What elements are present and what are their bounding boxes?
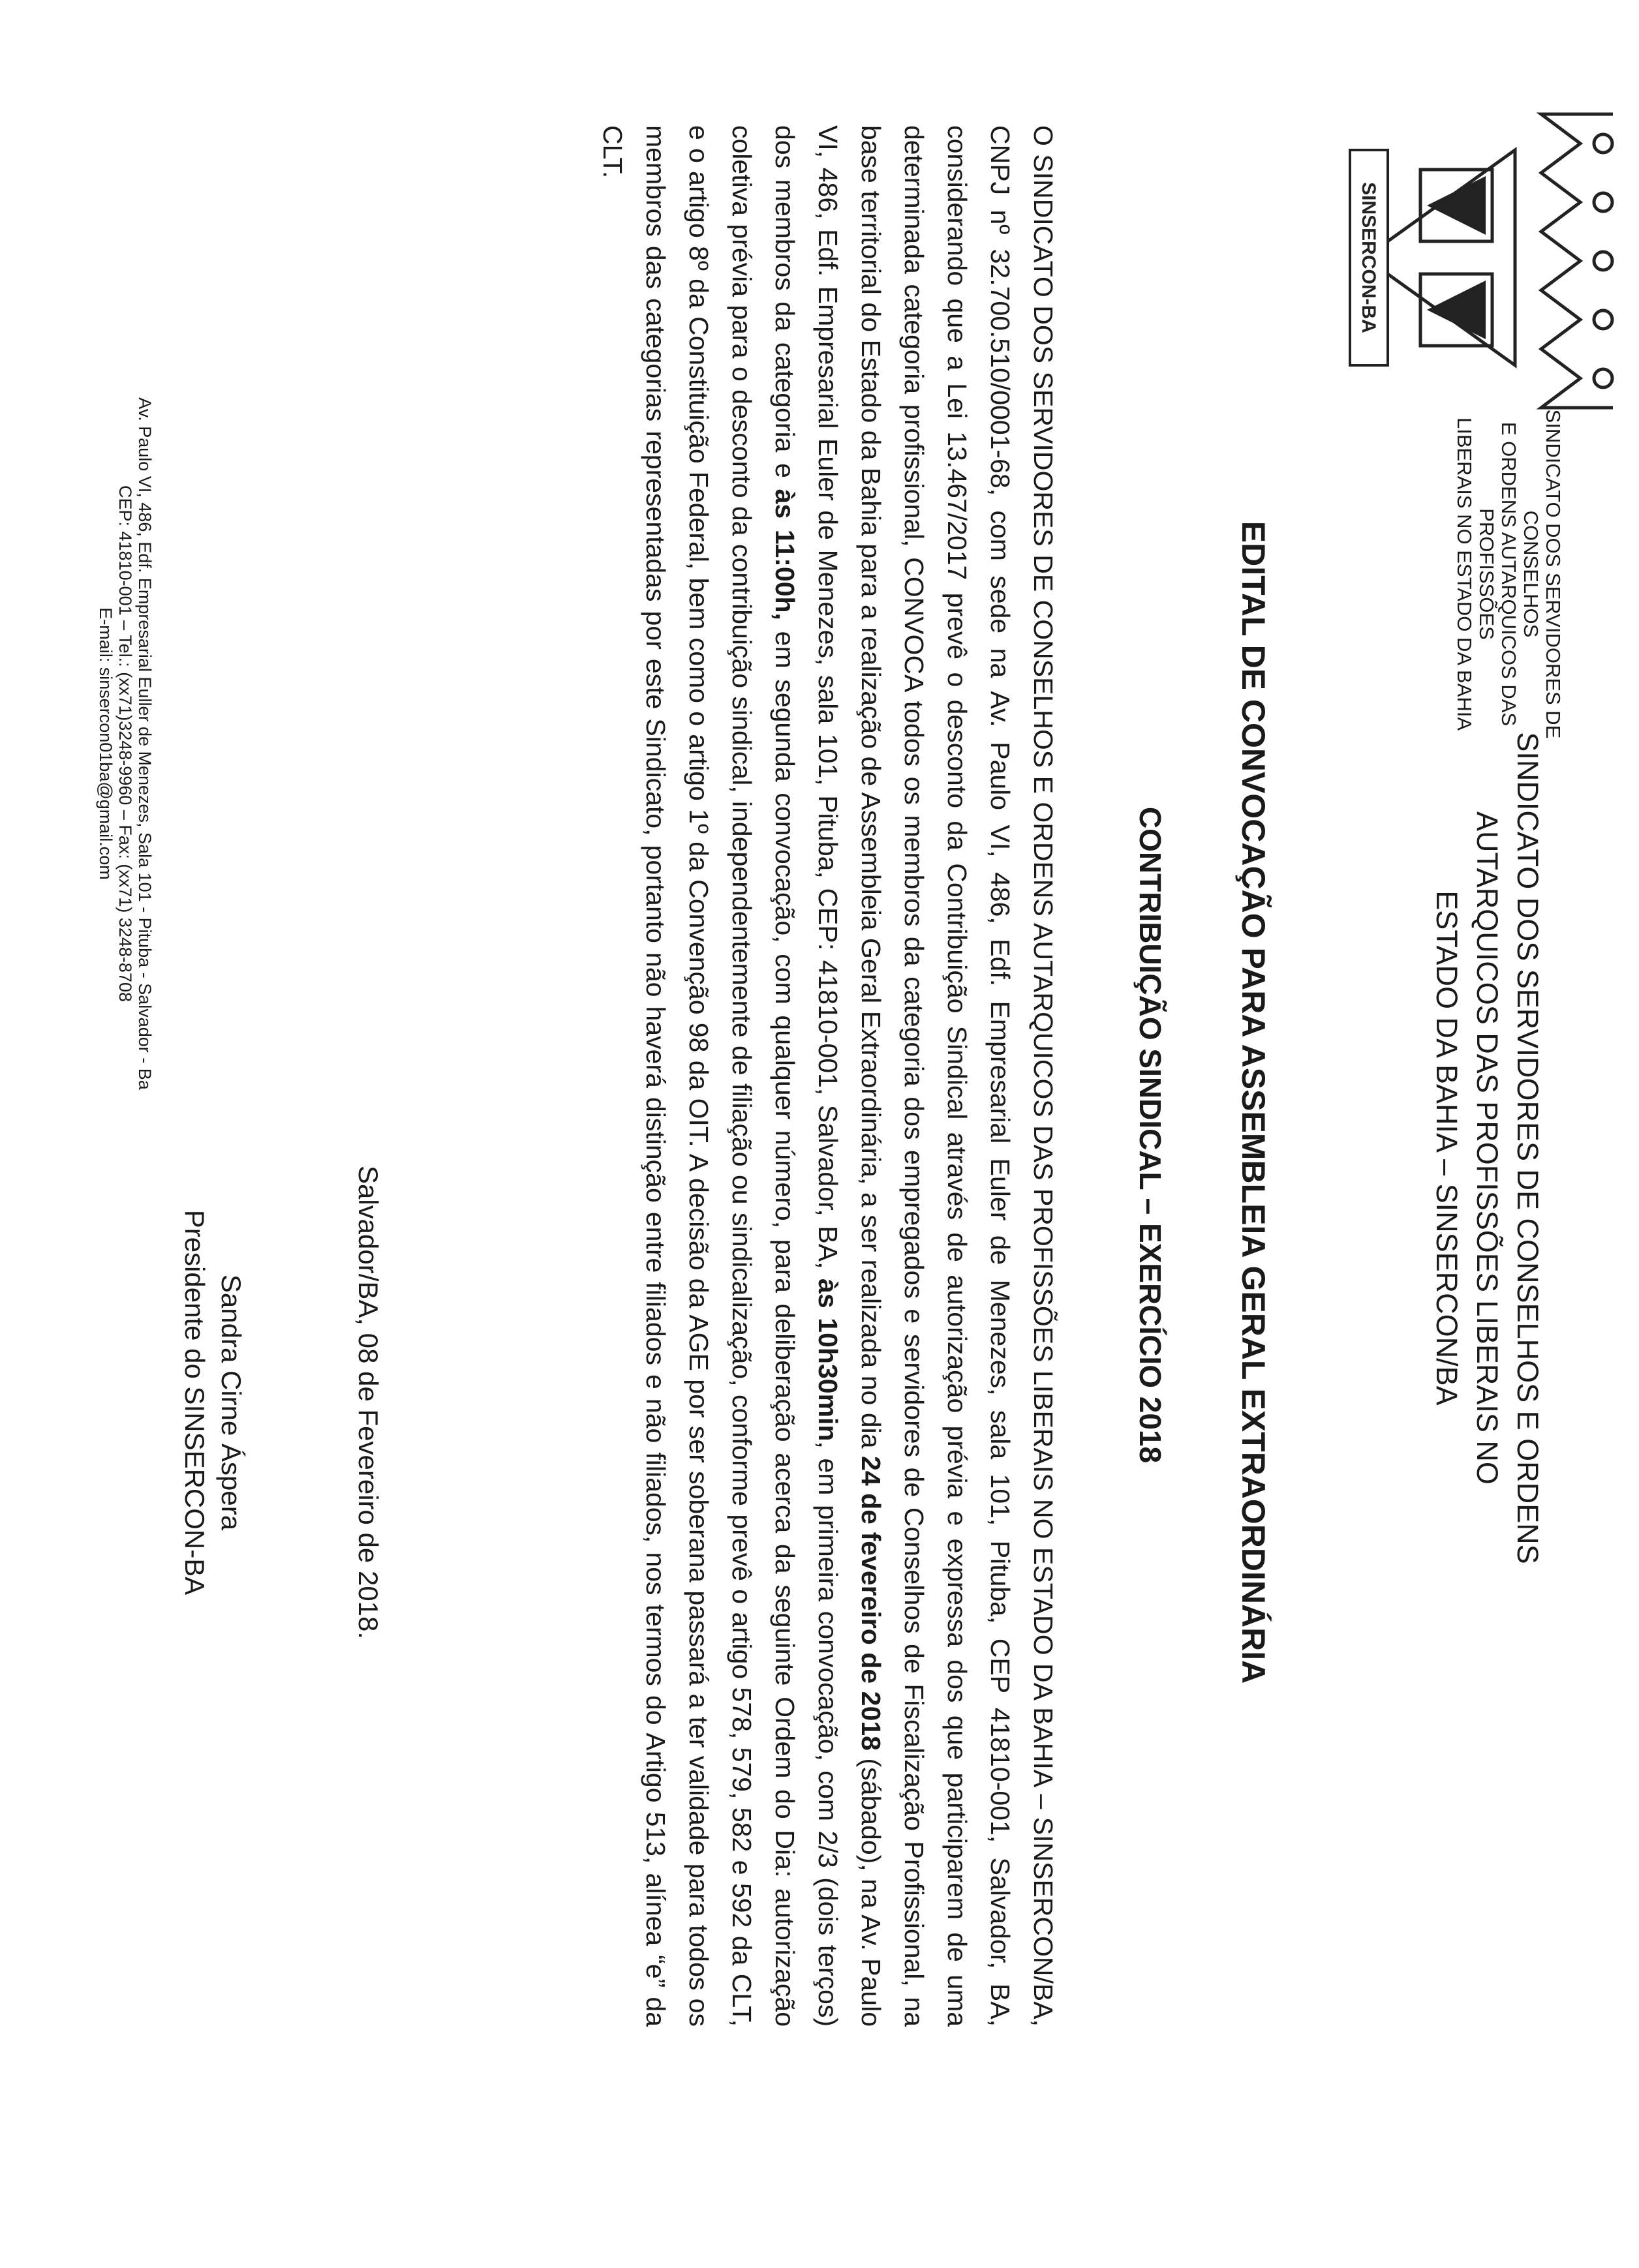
footer-line: E-mail: sinsercon01ba@gmail.com [96, 607, 115, 880]
logo-badge-text: SINSERCON-BA [1358, 182, 1379, 333]
header-line: ESTADO DA BAHIA – SINSERCON/BA [1430, 890, 1463, 1406]
logo-caption-line: LIBERAIS NO ESTADO DA BAHIA [1453, 417, 1476, 731]
body-text: em segunda convocação, com qualquer número, para deliberação acerca da seguinte Ordem do Dia: autorização coletiva prévia para o desconto da contribuição sindical, independentemente de filiação ou sindicalização, conforme prevê o artigo 578, 579, 582 e 592 da CLT, e o artigo 8º da Constituição Federal, bem como o artigo 1º da Convenção 98 da OIT. A decisão da AGE por ser soberana passará a ter validade para todos os membros das categorias representadas por este Sindicato, portanto não haverá distinção entre filiados e não filiados, nos termos do Artigo 513, alínea “e” da CLT. [598, 125, 800, 2027]
signatory-role: Presidente do SINSERCON-BA [179, 1209, 210, 1595]
footer-line: CEP: 41810-001 – Tel.: (xx71)3248-9960 – Fax: (xx71) 3248-8708 [115, 485, 135, 1002]
footer-address [96, 124, 155, 1363]
logo-caption-line: E ORDENS AUTARQUICOS DAS PROFISSÕES [1475, 421, 1520, 727]
body-text: O SINDICATO DOS SERVIDORES DE CONSELHOS E ORDENS AUTARQUICOS DAS PROFISSÕES LIBERAIS NO ESTADO DA BAHIA – SINSERCON/BA, CNPJ nº 32.700.510/0001-68, com sede na Av. Paulo VI, 486, Edf. Empresarial Euler de Menezes, sala 101, Pituba, CEP 41810-001, Salvador, BA, considerando que a Lei 13.467/2017 prevê o desconto da Contribuição Sindical através de autorização prévia e expressa dos que participarem de uma determinada categoria profissional, CONVOCA todos os membros da categoria dos empregados e servidores de Conselhos de Fiscalização Profissional, na base territorial do Estado da Bahia para a realização de Assembleia Geral Extraordinária, a ser realizada no dia [856, 125, 1058, 2027]
union-header [1426, 496, 1548, 1800]
body-date-bold: 24 de fevereiro de 2018 [856, 1456, 886, 1751]
body-time-first-bold: às 10h30min [813, 1278, 843, 1442]
edital-body [591, 125, 1065, 2027]
footer-line: Av. Paulo VI, 486, Edf. Empresarial Euller de Menezes, Sala 101 - Pituba - Salvador - Ba [135, 397, 155, 1090]
emblem-fill [1427, 176, 1486, 339]
edital-subtitle: CONTRIBUIÇÃO SINDICAL – EXERCÍCIO 2018 [1133, 806, 1167, 1464]
edital-title: EDITAL DE CONVOCAÇÃO PARA ASSEMBLEIA GERAL EXTRAORDINÁRIA [1235, 521, 1272, 1684]
body-text: , em primeira convocação, com 2/3 (dois terços) dos membros da categoria e [770, 125, 843, 2027]
date-line: Salvador/BA, 08 de Fevereiro de 2018. [353, 1165, 384, 1640]
header-line: SINDICATO DOS SERVIDORES DE CONSELHOS E ORDENS [1511, 732, 1544, 1564]
emblem-lines [1365, 114, 1613, 408]
logo-caption-line: SINDICATO DOS SERVIDORES DE CONSELHOS [1520, 409, 1565, 739]
body-text: (sábado), na Av. Paulo VI, 486, Edf. Empresarial Euler de Menezes, sala 101, Pituba, CEP: 41810-001, Salvador, BA, [813, 125, 886, 2027]
signature-block [176, 1109, 249, 1696]
signatory-name: Sandra Cirne Áspera [216, 1274, 247, 1531]
body-time-second-bold: às 11:00h, [770, 489, 800, 620]
header-line: AUTARQUICOS DAS PROFISSÕES LIBERAIS NO [1471, 811, 1504, 1485]
